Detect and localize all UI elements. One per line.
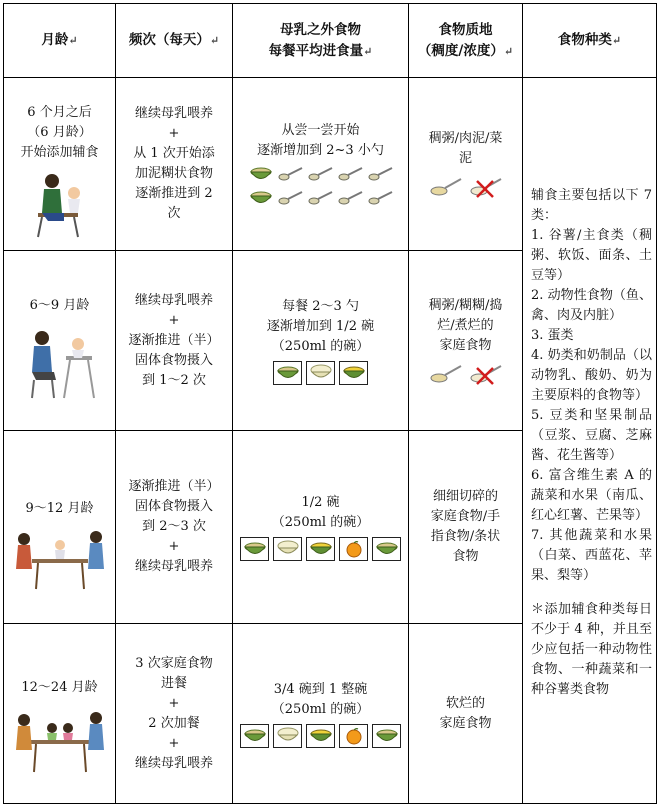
- mother-feeding-infant-illustration: [24, 169, 96, 239]
- food-type-item: 2. 动物性食物（鱼、禽、肉及内脏）: [531, 287, 652, 323]
- amount-cell: [233, 431, 409, 624]
- frequency-cell: 逐渐推进（半） 固体食物摄入 到 2～3 次 + 继续母乳喂养: [116, 431, 233, 624]
- header-texture: 食物质地 （稠度/浓度）↵: [409, 4, 523, 78]
- age-label: 12～24 月龄: [21, 679, 98, 695]
- table-row: [4, 78, 657, 251]
- frequency-cell: 继续母乳喂养 + 逐渐推进（半） 固体食物摄入 到 1～2 次: [116, 251, 233, 431]
- bowl-icon: [339, 361, 368, 385]
- texture-illustration: [409, 362, 522, 386]
- family-table-illustration: [12, 704, 108, 774]
- bowl-icon: [306, 537, 335, 561]
- food-type-item: 1. 谷薯/主食类（稠粥、软饭、面条、土豆等）: [531, 227, 652, 283]
- food-type-item: 4. 奶类和奶制品（以动物乳、酸奶、奶为主要原料的食物等）: [531, 347, 652, 403]
- thick-spoon-icon: [429, 175, 463, 199]
- bowl-icon: [273, 537, 302, 561]
- amount-label: 3/4 碗到 1 整碗 （250ml 的碗）: [271, 681, 370, 717]
- food-types-cell: [523, 78, 657, 804]
- age-label: 6 个月之后 （6 月龄） 开始添加辅食: [20, 105, 99, 160]
- orange-icon: [339, 537, 368, 561]
- bowl-portion-illustration: [233, 537, 408, 561]
- texture-illustration: [409, 175, 522, 199]
- complementary-feeding-table: [3, 3, 657, 804]
- frequency-cell: 继续母乳喂养 + 从 1 次开始添 加泥糊状食物 逐渐推进到 2 次: [116, 78, 233, 251]
- texture-cell: [409, 78, 523, 251]
- bowl-icon: [306, 361, 335, 385]
- header-row: [4, 4, 657, 78]
- age-cell: [4, 624, 116, 804]
- bowl-icon: [306, 724, 335, 748]
- texture-label: 稠粥/肉泥/菜 泥: [428, 131, 503, 166]
- food-type-item: 5. 豆类和坚果制品（豆浆、豆腐、芝麻酱、花生酱等）: [531, 407, 652, 463]
- texture-label: 稠粥/糊糊/捣 烂/煮烂的 家庭食物: [428, 297, 503, 353]
- amount-cell: [233, 624, 409, 804]
- amount-label: 从尝一尝开始 逐渐增加到 2~3 小勺: [257, 123, 384, 158]
- mother-feeding-highchair-illustration: [20, 322, 100, 400]
- orange-icon: [339, 724, 368, 748]
- food-type-item: 6. 富含维生素 A 的蔬菜和水果（南瓜、红心红薯、芒果等）: [531, 467, 652, 523]
- texture-cell: 软烂的 家庭食物: [409, 624, 523, 804]
- food-type-item: 7. 其他蔬菜和水果（白菜、西蓝花、苹果、梨等）: [531, 527, 652, 583]
- bowl-portion-illustration: [233, 724, 408, 748]
- family-meal-illustration: [12, 525, 108, 591]
- frequency-cell: 3 次家庭食物 进餐 + 2 次加餐 + 继续母乳喂养: [116, 624, 233, 804]
- amount-cell: [233, 251, 409, 431]
- thin-spoon-crossed-icon: [469, 175, 503, 199]
- food-types-intro: 辅食主要包括以下 7 类：: [531, 187, 652, 223]
- food-types-note: ＊添加辅食种类每日不少于 4 种，并且至少应包括一种动物性食物、一种蔬菜和一种谷薯类食物: [531, 601, 652, 697]
- bowl-portion-illustration: [233, 361, 408, 385]
- header-amount: 母乳之外食物 每餐平均进食量↵: [233, 4, 409, 78]
- age-cell: [4, 78, 116, 251]
- header-food-types: 食物种类↵: [523, 4, 657, 78]
- texture-cell: 细细切碎的 家庭食物/手 指食物/条状 食物: [409, 431, 523, 624]
- thin-spoon-crossed-icon: [469, 362, 503, 386]
- food-type-item: 3. 蛋类: [531, 327, 574, 343]
- thick-spoon-icon: [429, 362, 463, 386]
- age-label: 6～9 月龄: [29, 297, 90, 313]
- header-age: 月龄↵: [4, 4, 116, 78]
- bowl-icon: [240, 537, 269, 561]
- bowl-icon: [273, 724, 302, 748]
- amount-cell: [233, 78, 409, 251]
- age-cell: [4, 251, 116, 431]
- bowl-icon: [240, 724, 269, 748]
- texture-cell: [409, 251, 523, 431]
- age-cell: [4, 431, 116, 624]
- bowl-icon: [372, 537, 401, 561]
- amount-label: 每餐 2～3 勺 逐渐增加到 1/2 碗 （250ml 的碗）: [266, 298, 375, 354]
- spoon-portion-illustration: [233, 165, 408, 207]
- amount-label: 1/2 碗 （250ml 的碗）: [271, 495, 370, 530]
- age-label: 9～12 月龄: [25, 501, 94, 516]
- header-frequency: 频次（每天）↵: [116, 4, 233, 78]
- bowl-icon: [372, 724, 401, 748]
- bowl-icon: [273, 361, 302, 385]
